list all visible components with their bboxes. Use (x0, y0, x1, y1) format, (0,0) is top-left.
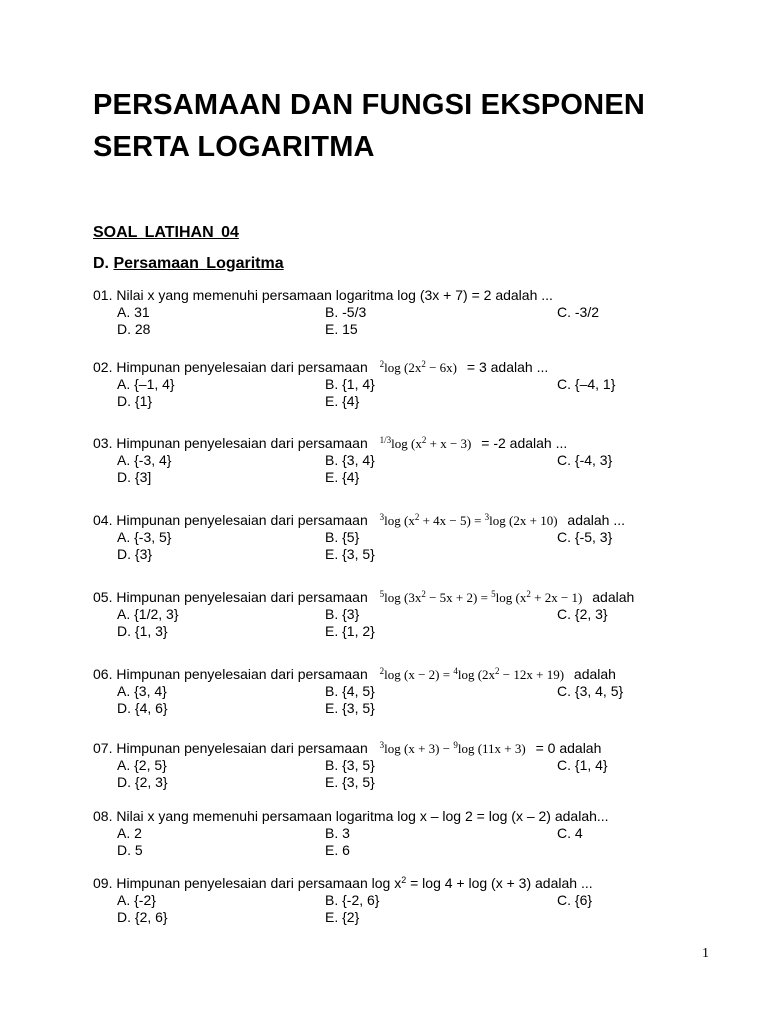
option-e: E. {4} (325, 469, 360, 485)
answer-options (93, 825, 733, 859)
question-06 (93, 666, 733, 717)
question-text: Himpunan penyelesaian dari persamaan (116, 589, 368, 605)
log-expression: $^5$log $(3x^2 - 5x + 2) = ^5\log$ $(x^2 + 2x - 1)$ (379, 589, 583, 605)
question-number: 07. (93, 740, 113, 756)
question-text: Nilai x yang memenuhi persamaan logaritma log (3x + 7) = 2 adalah ... (116, 287, 553, 303)
question-text: Himpunan penyelesaian dari persamaan (116, 666, 368, 682)
question-number: 01. (93, 287, 113, 303)
answer-options (93, 606, 733, 640)
option-a: A. {3, 4} (117, 683, 167, 699)
option-d: D. {2, 3} (117, 774, 168, 790)
answer-options (93, 892, 733, 926)
question-text: Himpunan penyelesaian dari persamaan (116, 740, 368, 756)
option-b: B. -5/3 (325, 304, 367, 320)
question-stem (93, 808, 733, 825)
option-a: A. {2, 5} (117, 757, 167, 773)
answer-options (93, 452, 733, 486)
option-e: E. {3, 5} (325, 774, 375, 790)
question-tail: adalah ... (567, 512, 626, 528)
answer-options (93, 304, 733, 338)
log-expression: $^2$log (x − 2) = $^4$log $(2x^2 - 12x + 19)$ (379, 666, 565, 682)
option-c: C. {–4, 1} (557, 376, 616, 392)
option-d: D. 5 (117, 842, 143, 858)
option-d: D. {1, 3} (117, 623, 168, 639)
question-stem (93, 287, 733, 304)
question-stem (93, 359, 733, 376)
option-d: D. {2, 6} (117, 909, 168, 925)
option-b: B. {1, 4} (325, 376, 375, 392)
document-title (93, 84, 645, 168)
exercise-heading: SOAL LATIHAN 04 (93, 224, 239, 241)
option-b: B. {-2, 6} (325, 892, 380, 908)
option-d: D. 28 (117, 321, 151, 337)
log-expression: $^2$log $(2x^2 - 6x)$ (379, 359, 458, 375)
question-number: 05. (93, 589, 113, 605)
option-b: B. 3 (325, 825, 350, 841)
question-text: Nilai x yang memenuhi persamaan logaritma log x – log 2 = log (x – 2) adalah... (116, 808, 609, 824)
option-e: E. {1, 2} (325, 623, 375, 639)
option-c: C. {1, 4} (557, 757, 608, 773)
question-tail: adalah (573, 666, 616, 682)
question-tail: = 3 adalah ... (466, 359, 549, 375)
option-b: B. {4, 5} (325, 683, 375, 699)
answer-options (93, 376, 733, 410)
question-number: 08. (93, 808, 113, 824)
question-01 (93, 287, 733, 338)
question-tail: adalah (592, 589, 635, 605)
option-d: D. {3} (117, 546, 153, 562)
question-number: 06. (93, 666, 113, 682)
title-line-1: PERSAMAAN DAN FUNGSI EKSPONEN (93, 89, 646, 121)
question-stem (93, 666, 733, 683)
question-stem (93, 512, 733, 529)
question-stem (93, 740, 733, 757)
question-tail: = -2 adalah ... (481, 435, 568, 451)
question-number: 02. (93, 359, 113, 375)
option-b: B. {3, 5} (325, 757, 375, 773)
log-expression: $^3$log (x + 3) − $^9$log (11x + 3) (379, 740, 526, 756)
option-e: E. {3, 5} (325, 700, 375, 716)
option-c: C. {6} (557, 892, 593, 908)
section-prefix: D. (93, 255, 109, 272)
question-03 (93, 435, 733, 486)
option-a: A. {-3, 4} (117, 452, 172, 468)
log-expression: $^{1/3}$log $(x^2 + x - 3)$ (379, 435, 472, 451)
option-a: A. {-2} (117, 892, 156, 908)
question-stem (93, 589, 733, 606)
answer-options (93, 529, 733, 563)
question-02 (93, 359, 733, 410)
option-d: D. {4, 6} (117, 700, 168, 716)
question-number: 04. (93, 512, 113, 528)
section-label: Persamaan Logaritma (113, 255, 284, 272)
option-b: B. {3, 4} (325, 452, 375, 468)
option-c: C. {3, 4, 5} (557, 683, 624, 699)
question-number: 09. (93, 875, 113, 891)
option-c: C. {-5, 3} (557, 529, 613, 545)
question-08 (93, 808, 733, 859)
page-number: 1 (702, 946, 709, 961)
option-a: A. {-3, 5} (117, 529, 172, 545)
option-d: D. {3] (117, 469, 152, 485)
option-a: A. {1/2, 3} (117, 606, 179, 622)
title-line-2: SERTA LOGARITMA (93, 131, 375, 163)
question-text: Himpunan penyelesaian dari persamaan (116, 435, 368, 451)
option-b: B. {3} (325, 606, 360, 622)
answer-options (93, 683, 733, 717)
option-a: A. 2 (117, 825, 142, 841)
question-text: Himpunan penyelesaian dari persamaan $\log x^2 = \log 4 + \log (x + 3)$ adalah ... (116, 875, 593, 891)
question-04 (93, 512, 733, 563)
question-tail: = 0 adalah (535, 740, 602, 756)
question-stem (93, 435, 733, 452)
question-text: Himpunan penyelesaian dari persamaan (116, 512, 368, 528)
log-expression: $^3$log $(x^2 + 4x - 5) = ^3\log$ (2x + 10) (379, 512, 558, 528)
question-text: Himpunan penyelesaian dari persamaan (116, 359, 368, 375)
option-c: C. {-4, 3} (557, 452, 613, 468)
option-c: C. 4 (557, 825, 583, 841)
option-d: D. {1} (117, 393, 153, 409)
question-07 (93, 740, 733, 791)
option-c: C. -3/2 (557, 304, 600, 320)
question-09 (93, 875, 733, 926)
option-e: E. 6 (325, 842, 350, 858)
option-a: A. {–1, 4} (117, 376, 175, 392)
answer-options (93, 757, 733, 791)
option-a: A. 31 (117, 304, 150, 320)
question-number: 03. (93, 435, 113, 451)
section-heading (93, 255, 284, 273)
option-c: C. {2, 3} (557, 606, 608, 622)
option-e: E. {3, 5} (325, 546, 375, 562)
option-e: E. {4} (325, 393, 360, 409)
option-b: B. {5} (325, 529, 360, 545)
option-e: E. {2} (325, 909, 360, 925)
question-stem (93, 875, 733, 892)
option-e: E. 15 (325, 321, 358, 337)
question-05 (93, 589, 733, 640)
